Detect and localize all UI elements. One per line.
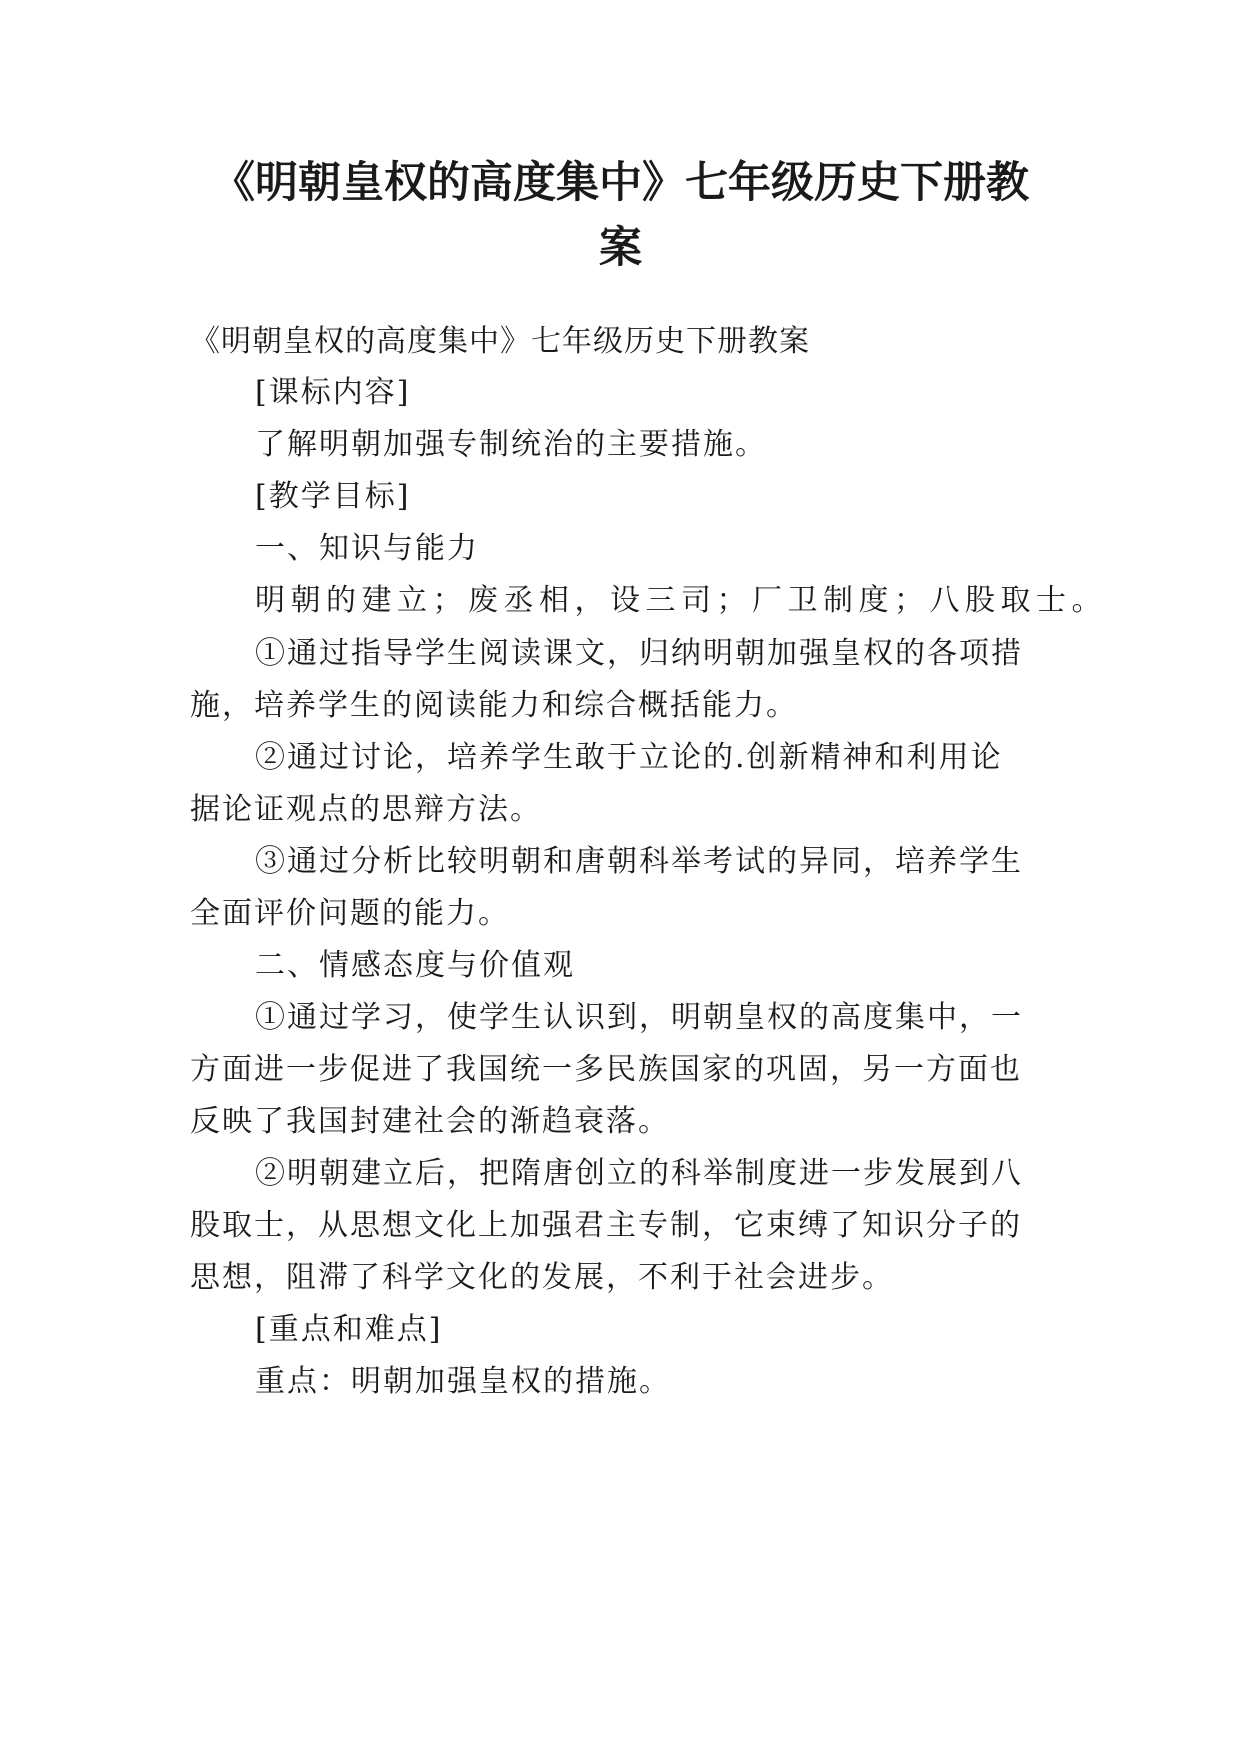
subtitle-paragraph: 《明朝皇权的高度集中》七年级历史下册教案 <box>190 324 810 359</box>
paragraph-line: 据论证观点的思辩方法。 <box>190 792 542 827</box>
paragraph-knowledge: 明朝的建立；废丞相，设三司；厂卫制度；八股取士。 <box>255 583 1107 618</box>
paragraph-line: ①通过指导学生阅读课文，归纳明朝加强皇权的各项措 <box>255 636 1023 671</box>
paragraph-line: 股取士，从思想文化上加强君主专制，它束缚了知识分子的 <box>190 1208 1022 1243</box>
paragraph-keypoints: 重点：明朝加强皇权的措施。 <box>255 1364 671 1399</box>
paragraph-curriculum: 了解明朝加强专制统治的主要措施。 <box>255 427 767 462</box>
paragraph-line: ②明朝建立后，把隋唐创立的科举制度进一步发展到八 <box>255 1156 1023 1191</box>
section-heading-curriculum: [课标内容] <box>255 375 411 410</box>
section-heading-keypoints: [重点和难点] <box>255 1312 443 1347</box>
paragraph-line: 施，培养学生的阅读能力和综合概括能力。 <box>190 688 798 723</box>
section-heading-objectives: [教学目标] <box>255 479 411 514</box>
subheading-knowledge: 一、知识与能力 <box>255 531 479 566</box>
paragraph-line: ②通过讨论，培养学生敢于立论的.创新精神和利用论 <box>255 740 1003 775</box>
paragraph-line: 思想，阻滞了科学文化的发展，不利于社会进步。 <box>190 1260 894 1295</box>
paragraph-line: ③通过分析比较明朝和唐朝科举考试的异同，培养学生 <box>255 844 1023 879</box>
document-title-line-2: 案 <box>599 223 642 273</box>
subheading-values: 二、情感态度与价值观 <box>255 948 575 983</box>
paragraph-line: 反映了我国封建社会的渐趋衰落。 <box>190 1104 670 1139</box>
paragraph-line: 方面进一步促进了我国统一多民族国家的巩固，另一方面也 <box>190 1052 1022 1087</box>
paragraph-line: 全面评价问题的能力。 <box>190 896 510 931</box>
paragraph-line: ①通过学习，使学生认识到，明朝皇权的高度集中，一 <box>255 1000 1023 1035</box>
document-title-line-1: 《明朝皇权的高度集中》七年级历史下册教 <box>212 158 1029 208</box>
